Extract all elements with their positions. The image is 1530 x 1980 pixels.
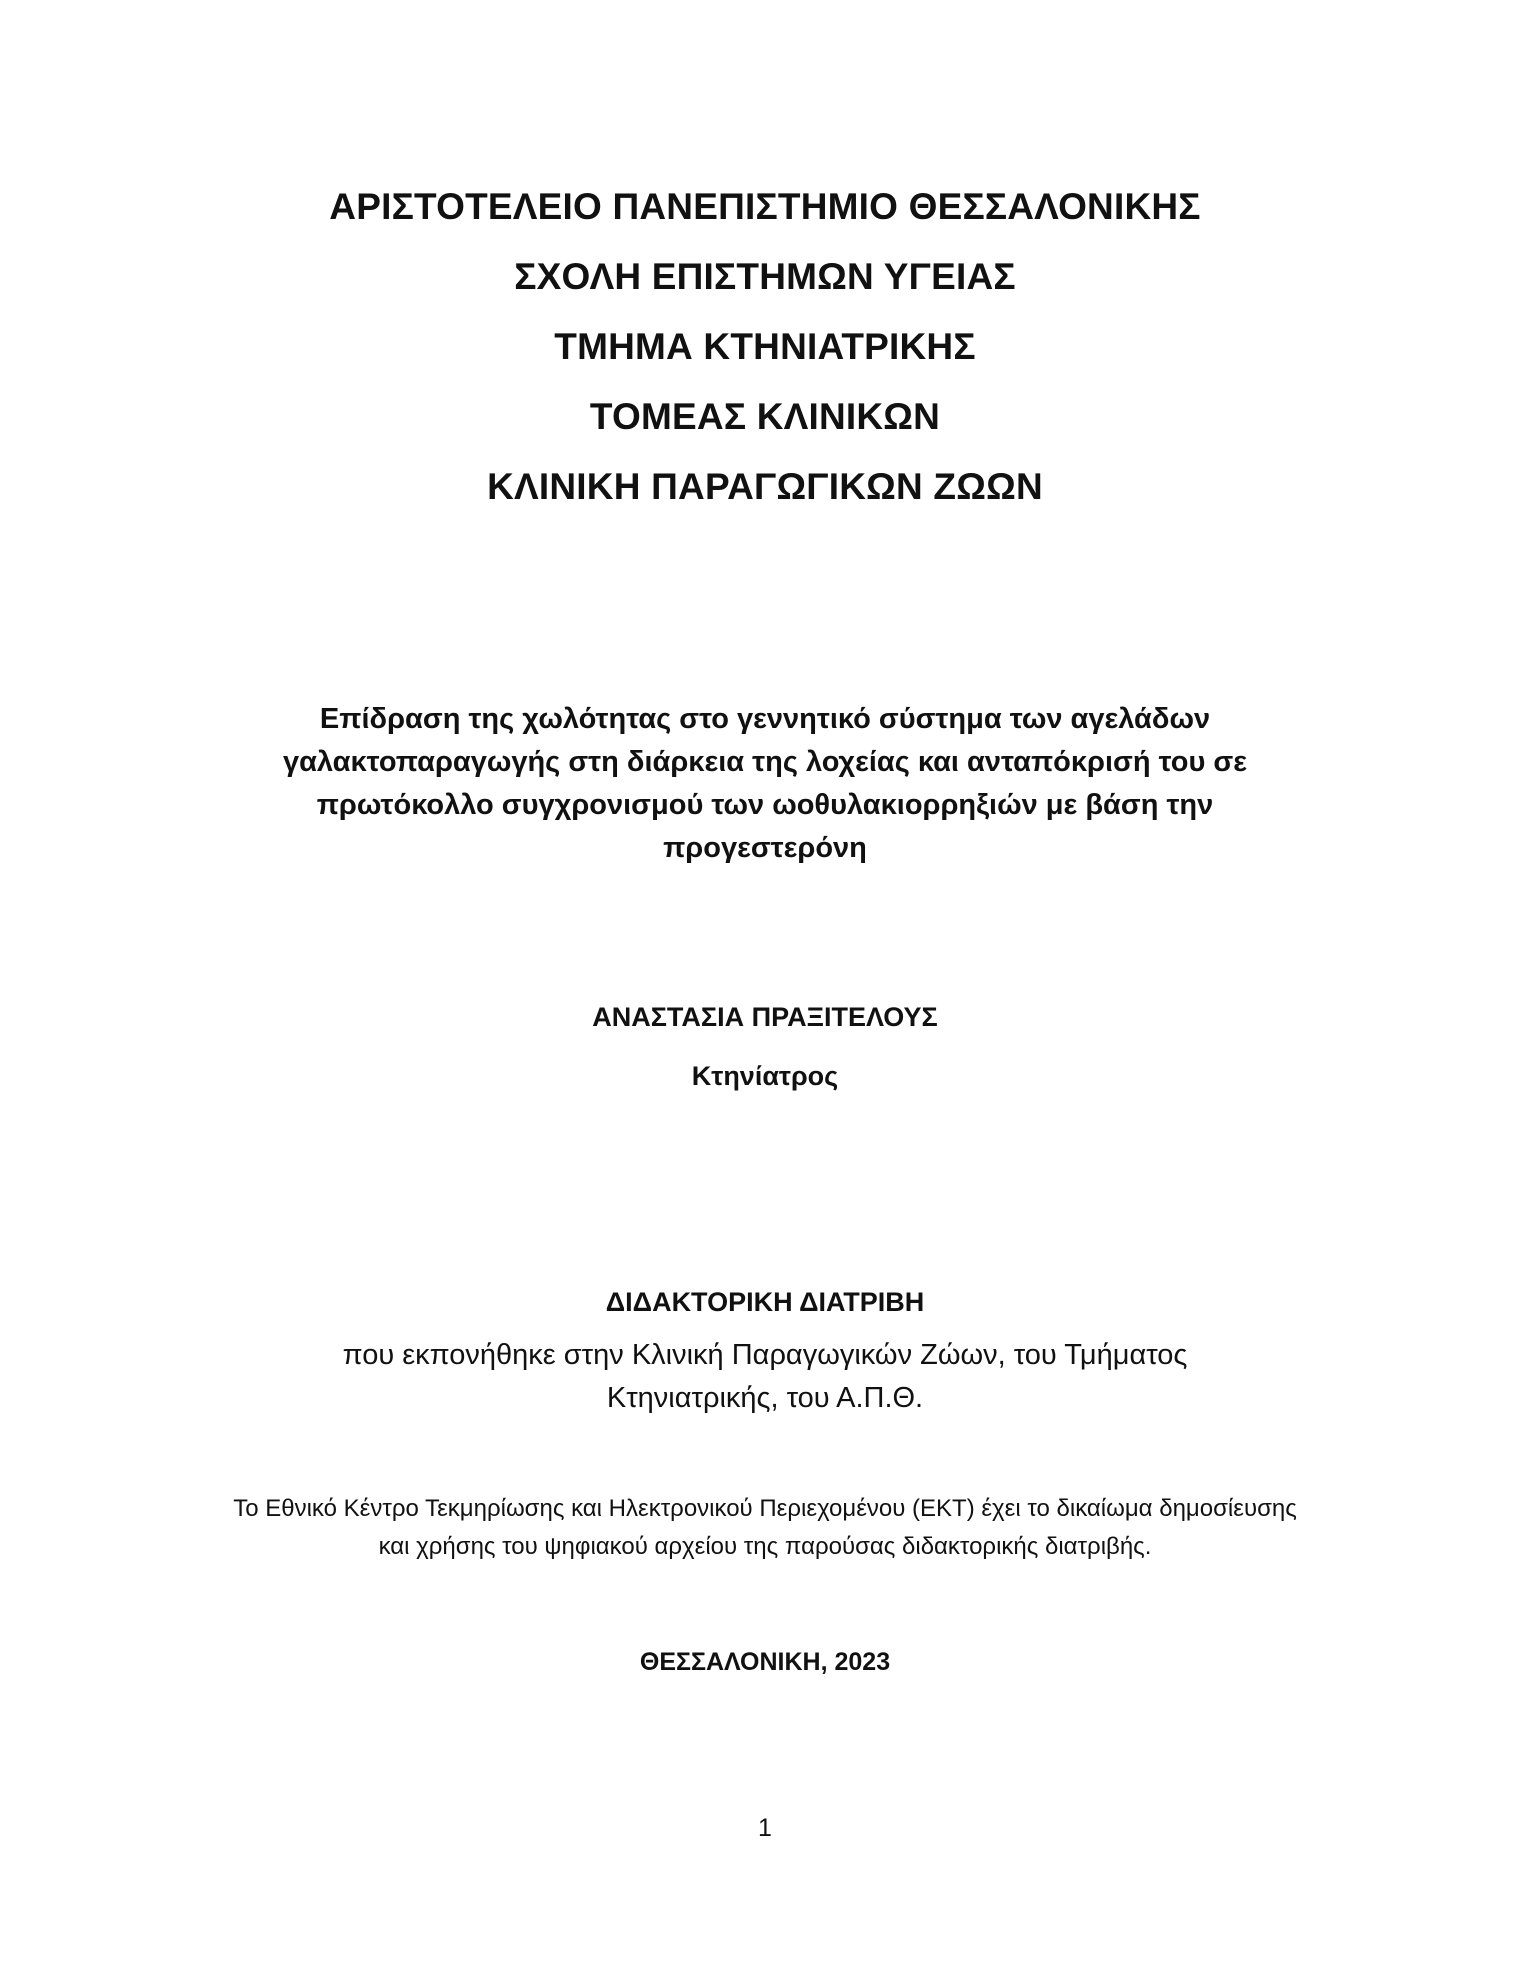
- sector-name: ΤΟΜΕΑΣ ΚΛΙΝΙΚΩΝ: [589, 396, 941, 437]
- thesis-info: [265, 1282, 1265, 1420]
- author-block: [0, 997, 1530, 1096]
- clinic-name: ΚΛΙΝΙΚΗ ΠΑΡΑΓΩΓΙΚΩΝ ΖΩΩΝ: [487, 466, 1043, 507]
- page-number: 1: [758, 1814, 772, 1842]
- author-name: ΑΝΑΣΤΑΣΙΑ ΠΡΑΞΙΤΕΛΟΥΣ: [592, 1002, 938, 1032]
- thesis-type: ΔΙΔΑΚΤΟΡΙΚΗ ΔΙΑΤΡΙΒΗ: [605, 1287, 925, 1317]
- thesis-description: που εκπονήθηκε στην Κλινική Παραγωγικών Ζώων, του Τμήματος Κτηνιατρικής, του Α.Π.Θ.: [342, 1339, 1188, 1414]
- university-name: ΑΡΙΣΤΟΤΕΛΕΙΟ ΠΑΝΕΠΙΣΤΗΜΙΟ ΘΕΣΣΑΛΟΝΙΚΗΣ: [329, 186, 1201, 227]
- author-role: Κτηνίατρος: [691, 1061, 839, 1091]
- school-name: ΣΧΟΛΗ ΕΠΙΣΤΗΜΩΝ ΥΓΕΙΑΣ: [514, 256, 1016, 297]
- institution-header: [0, 172, 1530, 522]
- thesis-title: Επίδραση της χωλότητας στο γεννητικό σύστημα των αγελάδων γαλακτοπαραγωγής στη διάρκεια της λοχείας και ανταπόκρισή του σε πρωτόκολλο συγχρονισμού των ωοθυλακιορρηξιών με βάση την προγεστερόνη: [282, 703, 1248, 864]
- department-name: ΤΜΗΜΑ ΚΤΗΝΙΑΤΡΙΚΗΣ: [554, 326, 976, 367]
- place-date: ΘΕΣΣΑΛΟΝΙΚΗ, 2023: [639, 1648, 891, 1676]
- ekt-notice: Το Εθνικό Κέντρο Τεκμηρίωσης και Ηλεκτρονικού Περιεχομένου (ΕΚΤ) έχει το δικαίωμα δημοσίευσης και χρήσης του ψηφιακού αρχείου της παρούσας διδακτορικής διατριβής.: [233, 1495, 1297, 1560]
